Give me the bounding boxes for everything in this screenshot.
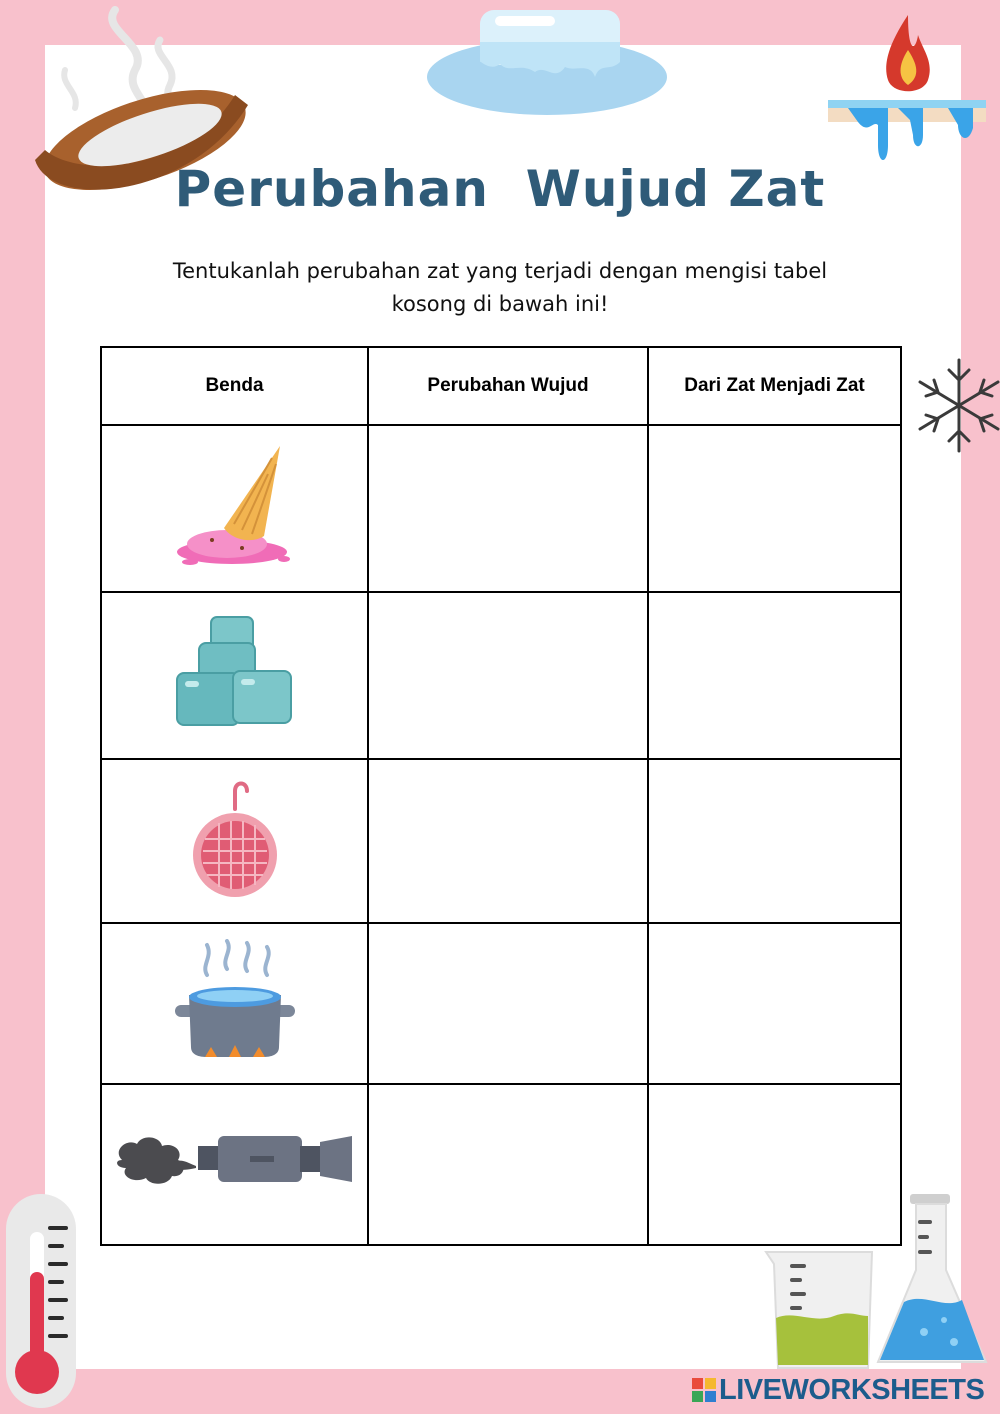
melting-ice-icon [425, 2, 670, 120]
instruction-line-2: kosong di bawah ini! [391, 292, 609, 316]
boiling-water-pot-icon [175, 939, 295, 1069]
object-cell [101, 923, 368, 1084]
dari-zat-menjadi-zat-answer-cell[interactable] [648, 425, 901, 592]
table-header-row [101, 347, 901, 425]
object-cell [101, 592, 368, 759]
perubahan-wujud-answer-cell[interactable] [368, 759, 648, 923]
perubahan-wujud-answer-cell[interactable] [368, 425, 648, 592]
dari-zat-menjadi-zat-answer-cell[interactable] [648, 1084, 901, 1245]
dari-zat-menjadi-zat-answer-cell[interactable] [648, 923, 901, 1084]
snowflake-icon [914, 358, 1000, 453]
liveworksheets-logo-icon [692, 1378, 716, 1402]
table-row [101, 759, 901, 923]
table-row [101, 923, 901, 1084]
melting-ice-cream-icon [172, 444, 297, 574]
object-cell [101, 425, 368, 592]
answer-table [100, 346, 902, 1246]
table-row [101, 1084, 901, 1245]
liveworksheets-logo[interactable] [692, 1372, 984, 1408]
beaker-icon [764, 1250, 874, 1370]
thermometer-icon [2, 1192, 80, 1410]
pink-round-pot-holder-icon [185, 777, 285, 905]
header-dari-zat-menjadi-zat: Dari Zat Menjadi Zat [648, 347, 901, 425]
table-row [101, 592, 901, 759]
instruction-line-1: Tentukanlah perubahan zat yang terjadi dengan mengisi tabel [172, 259, 828, 283]
dari-zat-menjadi-zat-answer-cell[interactable] [648, 592, 901, 759]
exhaust-pipe-smoke-icon [112, 1130, 357, 1200]
worksheet-title: Perubahan Wujud Zat [174, 160, 826, 218]
header-perubahan-wujud: Perubahan Wujud [368, 347, 648, 425]
ice-cubes-icon [175, 613, 295, 738]
fire-candle-icon [828, 10, 988, 168]
perubahan-wujud-answer-cell[interactable] [368, 1084, 648, 1245]
object-cell [101, 759, 368, 923]
dari-zat-menjadi-zat-answer-cell[interactable] [648, 759, 901, 923]
perubahan-wujud-answer-cell[interactable] [368, 592, 648, 759]
perubahan-wujud-answer-cell[interactable] [368, 923, 648, 1084]
table-row [101, 425, 901, 592]
worksheet-instruction [120, 255, 880, 321]
header-benda: Benda [101, 347, 368, 425]
liveworksheets-logo-text: LIVEWORKSHEETS [719, 1373, 985, 1406]
object-cell [101, 1084, 368, 1245]
